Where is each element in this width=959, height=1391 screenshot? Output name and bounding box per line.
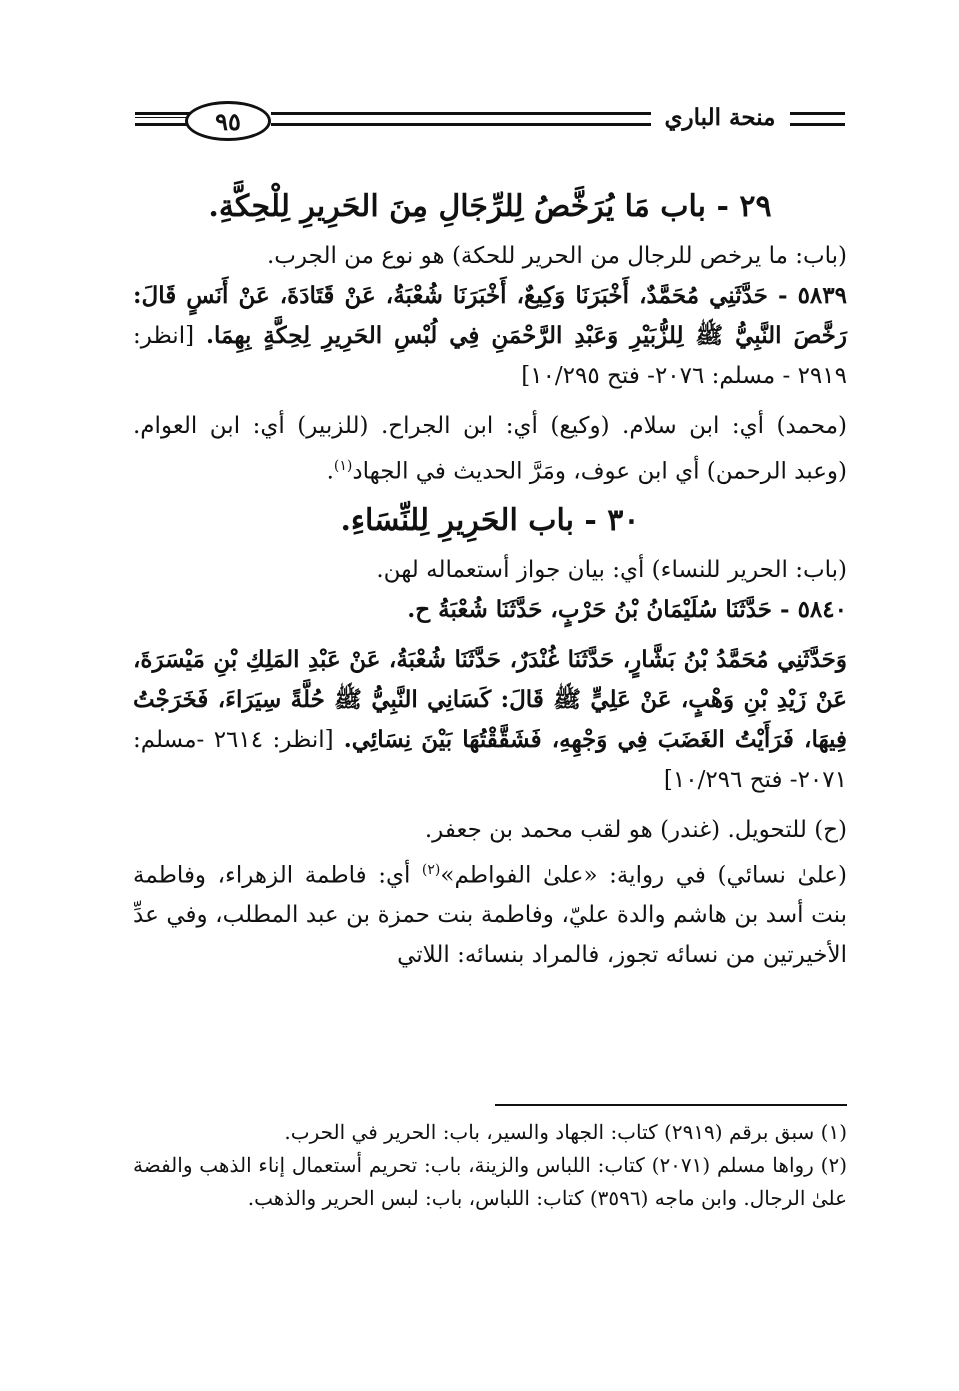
main-text — [133, 178, 847, 975]
commentary-end: . — [326, 458, 334, 485]
footnote-text: رواها مسلم (٢٠٧١) كتاب: اللباس والزينة، باب: تحريم أستعمال إناء الذهب والفضة علىٰ الرجال. وابن ماجه (٣٥٩٦) كتاب: اللباس، باب: لبس الحرير والذهب. — [133, 1153, 847, 1210]
hadith-reference: [انظر: ٢٩١٩ - مسلم: ٢٠٧٦- فتح ١٠/٢٩٥] — [133, 323, 847, 389]
commentary: (باب: الحرير للنساء) أي: بيان جواز أستعماله لهن. — [376, 556, 847, 583]
hadith-text — [133, 276, 847, 396]
header-rule-right — [790, 112, 845, 126]
chapter-title-29: ٢٩ - باب مَا يُرَخَّصُ لِلرِّجَالِ مِنَ الحَرِيرِ لِلْحِكَّةِ. — [208, 189, 772, 224]
hadith-body: ٥٨٣٩ - حَدَّثَنِي مُحَمَّدٌ، أَخْبَرَنَا وَكِيعٌ، أَخْبَرَنَا شُعْبَةُ، عَنْ قَتَادَةَ، عَنْ أَنَسٍ قَالَ: رَخَّصَ النَّبِيُّ ﷺ لِلزُّبَيْرِ وَعَبْدِ الرَّحْمَنِ فِي لُبْسِ الحَرِيرِ لِحِكَّةٍ بِهِمَا. — [133, 282, 847, 349]
footnote-marker: (١) — [333, 458, 353, 474]
header-rule-middle — [271, 112, 651, 126]
footnote-marker: (٢) — [421, 861, 441, 878]
footnotes — [133, 1116, 847, 1215]
commentary-end: أي: فاطمة الزهراء، وفاطمة بنت أسد بن هاشم والدة عليّ، وفاطمة بنت حمزة بن عبد المطلب، وفي عدِّ الأخيرتين من نسائه تجوز، فالمراد بنسائه: اللاتي — [133, 862, 847, 969]
commentary-text: (محمد) أي: ابن سلام. (وكيع) أي: ابن الجراح. (للزبير) أي: ابن العوام. (وعبد الرحمن) أي ابن عوف، ومَرَّ الحديث في الجهاد — [133, 413, 847, 485]
running-title: منحة الباري — [664, 104, 776, 131]
commentary — [133, 850, 847, 976]
footnote-1 — [133, 1116, 847, 1149]
chapter-title-30: ٣٠ - باب الحَرِيرِ لِلنِّسَاءِ. — [340, 502, 640, 538]
commentary-text: (علىٰ نسائي) في رواية: «علىٰ الفواطم» — [440, 862, 847, 889]
hadith-body: وَحَدَّثَنِي مُحَمَّدُ بْنُ بَشَّارٍ، حَدَّثَنَا غُنْدَرٌ، حَدَّثَنَا شُعْبَةُ، عَنْ عَبْدِ المَلِكِ بْنِ مَيْسَرَةَ، عَنْ زَيْدِ بْنِ وَهْبٍ، عَنْ عَلِيٍّ ﷺ قَالَ: كَسَانِي النَّبِيُّ ﷺ حُلَّةً سِيَرَاءَ، فَخَرَجْتُ فِيهَا، فَرَأَيْتُ الغَضَبَ فِي وَجْهِهِ، فَشَقَّقْتُهَا بَيْنَ نِسَائِي. — [133, 645, 847, 753]
page-header — [135, 96, 845, 146]
footnote-text: سبق برقم (٢٩١٩) كتاب: الجهاد والسير، باب: الحرير في الحرب. — [284, 1120, 815, 1144]
footnote-marker: (٢) — [820, 1153, 848, 1177]
commentary: (باب: ما يرخص للرجال من الحرير للحكة) هو نوع من الجرب. — [266, 243, 847, 269]
hadith-text — [133, 640, 847, 800]
footnote-marker: (١) — [820, 1120, 847, 1144]
hadith-text: ٥٨٤٠ - حَدَّثَنَا سُلَيْمَانُ بْنُ حَرْبٍ، حَدَّثَنَا شُعْبَةُ ح. — [407, 595, 847, 623]
page-number: ٩٥ — [185, 101, 271, 141]
footnote-2 — [133, 1149, 847, 1215]
footnote-divider — [495, 1104, 847, 1106]
commentary: (ح) للتحويل. (غندر) هو لقب محمد بن جعفر. — [424, 816, 847, 843]
hadith-reference: [انظر: ٢٦١٤ -مسلم: ٢٠٧١- فتح ١٠/٢٩٦] — [133, 726, 847, 793]
commentary — [133, 406, 847, 492]
